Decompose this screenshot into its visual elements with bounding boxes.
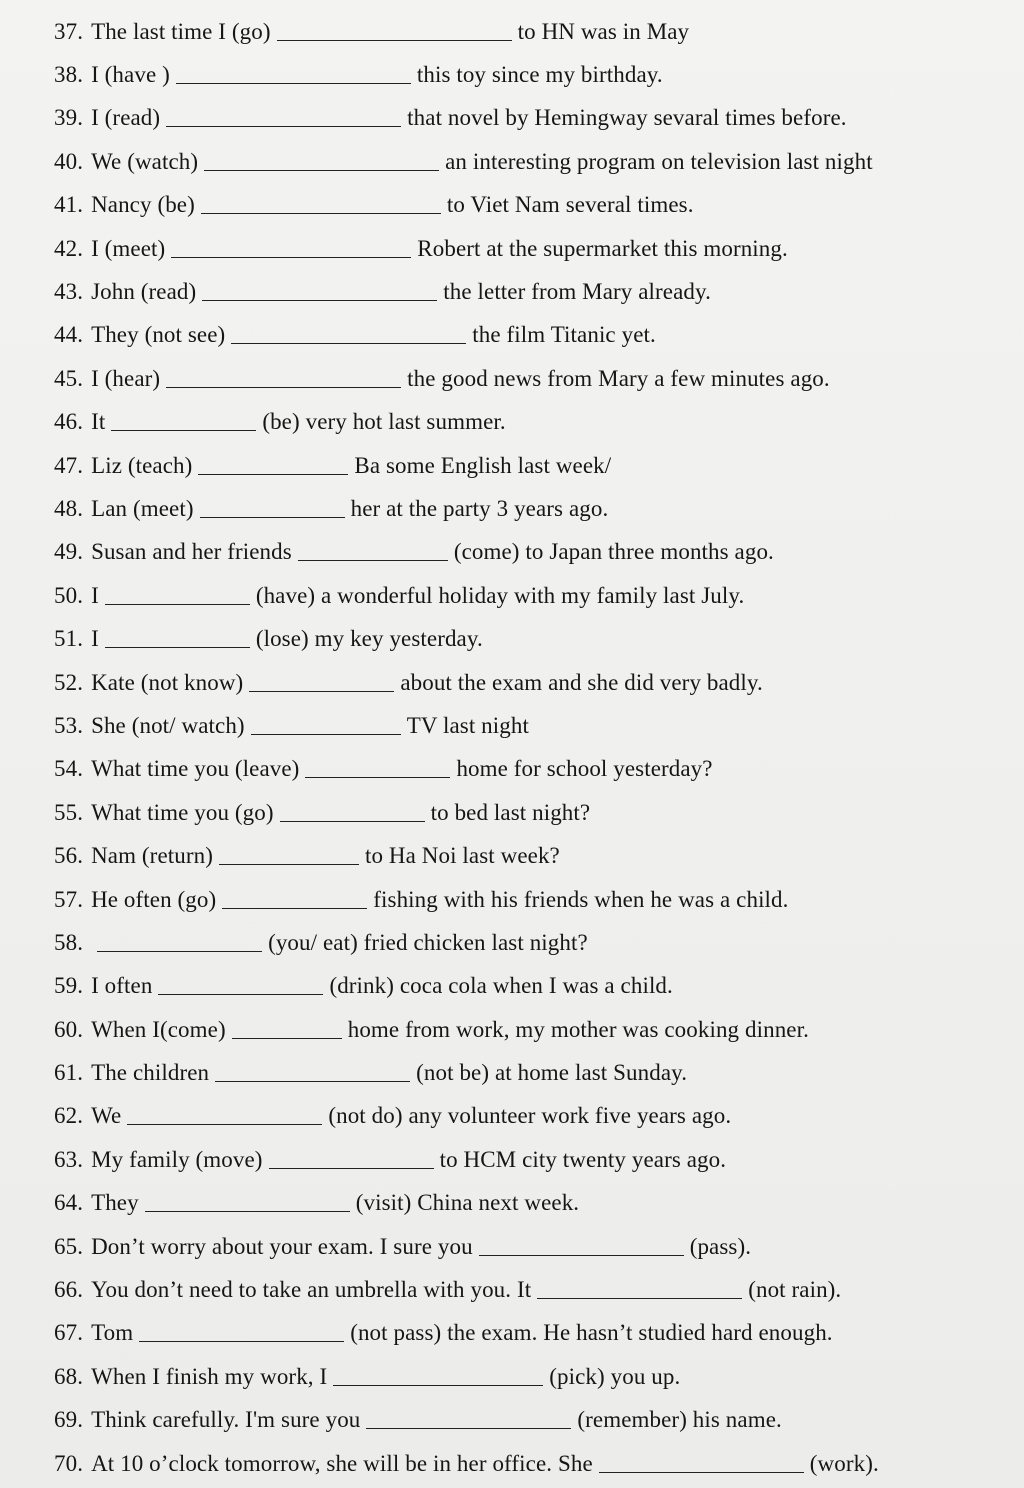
item-prompt-before: What time you (leave) <box>91 756 300 782</box>
item-prompt-before: The last time I (go) <box>91 18 271 44</box>
item-number: 65. <box>54 1233 84 1259</box>
item-prompt-after: fishing with his friends when he was a child. <box>373 886 789 912</box>
item-number: 68. <box>54 1363 84 1389</box>
item-prompt-after: (you/ eat) fried chicken last night? <box>268 929 588 955</box>
item-number: 57. <box>54 886 84 912</box>
item-number: 67. <box>54 1320 84 1346</box>
answer-blank[interactable] <box>305 776 450 778</box>
exercise-item <box>54 1225 1014 1268</box>
item-number: 59. <box>54 973 84 999</box>
exercise-item <box>54 10 1014 53</box>
item-number: 63. <box>54 1146 84 1172</box>
item-prompt-before: She (not/ watch) <box>91 712 245 738</box>
item-prompt-after: (not do) any volunteer work five years ago. <box>328 1103 732 1129</box>
exercise-item <box>54 444 1014 487</box>
item-prompt-after: her at the party 3 years ago. <box>350 495 609 521</box>
item-prompt-before: John (read) <box>91 279 197 305</box>
exercise-item <box>54 1095 1014 1138</box>
item-prompt-before: I (hear) <box>91 365 161 391</box>
item-number: 46. <box>54 409 84 435</box>
item-number: 43. <box>54 279 84 305</box>
item-prompt-after: TV last night <box>406 712 529 738</box>
answer-blank[interactable] <box>145 1210 350 1212</box>
item-prompt-after: (pass). <box>689 1233 752 1259</box>
exercise-item <box>54 791 1014 834</box>
exercise-item <box>54 661 1014 704</box>
answer-blank[interactable] <box>537 1297 742 1299</box>
exercise-item <box>54 704 1014 747</box>
item-prompt-after: (remember) his name. <box>577 1407 782 1433</box>
item-prompt-before: My family (move) <box>91 1146 263 1172</box>
exercise-item <box>54 617 1014 660</box>
item-number: 50. <box>54 582 84 608</box>
item-prompt-after: (not be) at home last Sunday. <box>416 1060 688 1086</box>
item-prompt-before: I often <box>91 973 153 999</box>
item-prompt-before: At 10 o’clock tomorrow, she will be in her office. She <box>91 1450 593 1476</box>
item-prompt-after: (drink) coca cola when I was a child. <box>329 973 673 999</box>
answer-blank[interactable] <box>166 125 401 127</box>
item-prompt-after: to bed last night? <box>430 799 591 825</box>
item-prompt-before: It <box>91 409 106 435</box>
item-prompt-before: I <box>91 626 99 652</box>
item-prompt-after: (work). <box>809 1450 879 1476</box>
exercise-item <box>54 401 1014 444</box>
item-prompt-after: (pick) you up. <box>549 1363 681 1389</box>
answer-blank[interactable] <box>176 82 411 84</box>
item-prompt-after: the film Titanic yet. <box>472 322 656 348</box>
answer-blank[interactable] <box>366 1427 571 1429</box>
item-number: 64. <box>54 1190 84 1216</box>
item-prompt-before: Lan (meet) <box>91 495 194 521</box>
exercise-item <box>54 227 1014 270</box>
item-prompt-after: the good news from Mary a few minutes ago. <box>407 365 830 391</box>
item-number: 54. <box>54 756 84 782</box>
answer-blank[interactable] <box>333 1384 543 1386</box>
answer-blank[interactable] <box>222 907 367 909</box>
item-prompt-after: to Ha Noi last week? <box>364 843 560 869</box>
item-prompt-after: this toy since my birthday. <box>416 62 663 88</box>
item-prompt-after: home from work, my mother was cooking dinner. <box>347 1016 809 1042</box>
exercise-item <box>54 53 1014 96</box>
item-prompt-before: When I(come) <box>91 1016 226 1042</box>
item-prompt-before: I (meet) <box>91 235 166 261</box>
item-prompt-before: Kate (not know) <box>91 669 244 695</box>
answer-blank[interactable] <box>127 1123 322 1125</box>
item-prompt-after: (not pass) the exam. He hasn’t studied hard enough. <box>350 1320 833 1346</box>
item-prompt-after: (visit) China next week. <box>355 1190 580 1216</box>
exercise-item <box>54 357 1014 400</box>
item-prompt-before: What time you (go) <box>91 799 274 825</box>
answer-blank[interactable] <box>280 820 425 822</box>
item-number: 60. <box>54 1016 84 1042</box>
exercise-item <box>54 270 1014 313</box>
exercise-item <box>54 1355 1014 1398</box>
exercise-item <box>54 1008 1014 1051</box>
item-prompt-after: (be) very hot last summer. <box>262 409 506 435</box>
answer-blank[interactable] <box>204 169 439 171</box>
exercise-item <box>54 1138 1014 1181</box>
item-number: 40. <box>54 148 84 174</box>
item-prompt-before: I (read) <box>91 105 161 131</box>
answer-blank[interactable] <box>171 256 411 258</box>
item-number: 41. <box>54 192 84 218</box>
item-number: 52. <box>54 669 84 695</box>
item-prompt-after: to HN was in May <box>517 18 690 44</box>
exercise-item <box>54 487 1014 530</box>
item-prompt-before: Susan and her friends <box>91 539 292 565</box>
item-prompt-before: Nancy (be) <box>91 192 195 218</box>
item-prompt-after: the letter from Mary already. <box>443 279 711 305</box>
answer-blank[interactable] <box>599 1471 804 1473</box>
item-prompt-before: You don’t need to take an umbrella with you. It <box>91 1277 532 1303</box>
item-number: 39. <box>54 105 84 131</box>
item-prompt-before: I (have ) <box>91 62 170 88</box>
item-number: 49. <box>54 539 84 565</box>
exercise-item <box>54 184 1014 227</box>
item-prompt-before: We <box>91 1103 122 1129</box>
item-prompt-after: Ba some English last week/ <box>354 452 612 478</box>
item-prompt-before: They (not see) <box>91 322 226 348</box>
exercise-item <box>54 1051 1014 1094</box>
item-number: 61. <box>54 1060 84 1086</box>
item-prompt-after: (have) a wonderful holiday with my family last July. <box>255 582 745 608</box>
item-number: 70. <box>54 1450 84 1476</box>
exercise-item <box>54 1312 1014 1355</box>
exercise-list <box>54 10 1014 1485</box>
item-prompt-before: Liz (teach) <box>91 452 193 478</box>
item-number: 55. <box>54 799 84 825</box>
item-number: 37. <box>54 18 84 44</box>
item-number: 48. <box>54 495 84 521</box>
item-number: 38. <box>54 62 84 88</box>
item-number: 62. <box>54 1103 84 1129</box>
answer-blank[interactable] <box>251 733 401 735</box>
item-prompt-before: He often (go) <box>91 886 217 912</box>
item-prompt-before: I <box>91 582 99 608</box>
answer-blank[interactable] <box>105 603 250 605</box>
exercise-item <box>54 965 1014 1008</box>
answer-blank[interactable] <box>215 1080 410 1082</box>
item-prompt-before: Think carefully. I'm sure you <box>91 1407 361 1433</box>
exercise-item <box>54 531 1014 574</box>
item-number: 58. <box>54 929 84 955</box>
answer-blank[interactable] <box>97 950 262 952</box>
exercise-item <box>54 1399 1014 1442</box>
answer-blank[interactable] <box>105 646 250 648</box>
item-prompt-after: to Viet Nam several times. <box>446 192 694 218</box>
item-prompt-before: When I finish my work, I <box>91 1363 328 1389</box>
answer-blank[interactable] <box>202 299 437 301</box>
exercise-item <box>54 140 1014 183</box>
item-prompt-after: an interesting program on television last night <box>445 148 873 174</box>
answer-blank[interactable] <box>201 212 441 214</box>
answer-blank[interactable] <box>198 473 348 475</box>
item-prompt-after: that novel by Hemingway sevaral times before. <box>407 105 847 131</box>
answer-blank[interactable] <box>269 1167 434 1169</box>
item-prompt-after: home for school yesterday? <box>456 756 713 782</box>
answer-blank[interactable] <box>200 516 345 518</box>
item-prompt-before: Don’t worry about your exam. I sure you <box>91 1233 473 1259</box>
answer-blank[interactable] <box>231 342 466 344</box>
exercise-item <box>54 1442 1014 1485</box>
answer-blank[interactable] <box>219 863 359 865</box>
exercise-item <box>54 921 1014 964</box>
answer-blank[interactable] <box>298 559 448 561</box>
exercise-item <box>54 878 1014 921</box>
item-prompt-before: The children <box>91 1060 210 1086</box>
item-number: 45. <box>54 365 84 391</box>
item-prompt-before: Nam (return) <box>91 843 213 869</box>
item-number: 56. <box>54 843 84 869</box>
item-prompt-after: Robert at the supermarket this morning. <box>417 235 788 261</box>
exercise-item <box>54 97 1014 140</box>
answer-blank[interactable] <box>479 1254 684 1256</box>
exercise-item <box>54 1268 1014 1311</box>
item-number: 44. <box>54 322 84 348</box>
exercise-item <box>54 314 1014 357</box>
item-prompt-after: to HCM city twenty years ago. <box>439 1146 727 1172</box>
answer-blank[interactable] <box>249 690 394 692</box>
answer-blank[interactable] <box>158 993 323 995</box>
answer-blank[interactable] <box>139 1340 344 1342</box>
item-prompt-after: (come) to Japan three months ago. <box>453 539 774 565</box>
item-prompt-after: about the exam and she did very badly. <box>400 669 763 695</box>
item-number: 51. <box>54 626 84 652</box>
item-number: 53. <box>54 712 84 738</box>
answer-blank[interactable] <box>277 39 512 41</box>
item-number: 47. <box>54 452 84 478</box>
item-number: 66. <box>54 1277 84 1303</box>
item-prompt-before: We (watch) <box>91 148 199 174</box>
exercise-item <box>54 748 1014 791</box>
item-number: 69. <box>54 1407 84 1433</box>
exercise-item <box>54 574 1014 617</box>
item-prompt-after: (lose) my key yesterday. <box>255 626 483 652</box>
item-prompt-after: (not rain). <box>748 1277 842 1303</box>
exercise-item <box>54 834 1014 877</box>
exercise-item <box>54 1182 1014 1225</box>
item-number: 42. <box>54 235 84 261</box>
answer-blank[interactable] <box>166 386 401 388</box>
item-prompt-before: Tom <box>91 1320 134 1346</box>
answer-blank[interactable] <box>111 429 256 431</box>
item-prompt-before: They <box>91 1190 139 1216</box>
answer-blank[interactable] <box>232 1037 342 1039</box>
